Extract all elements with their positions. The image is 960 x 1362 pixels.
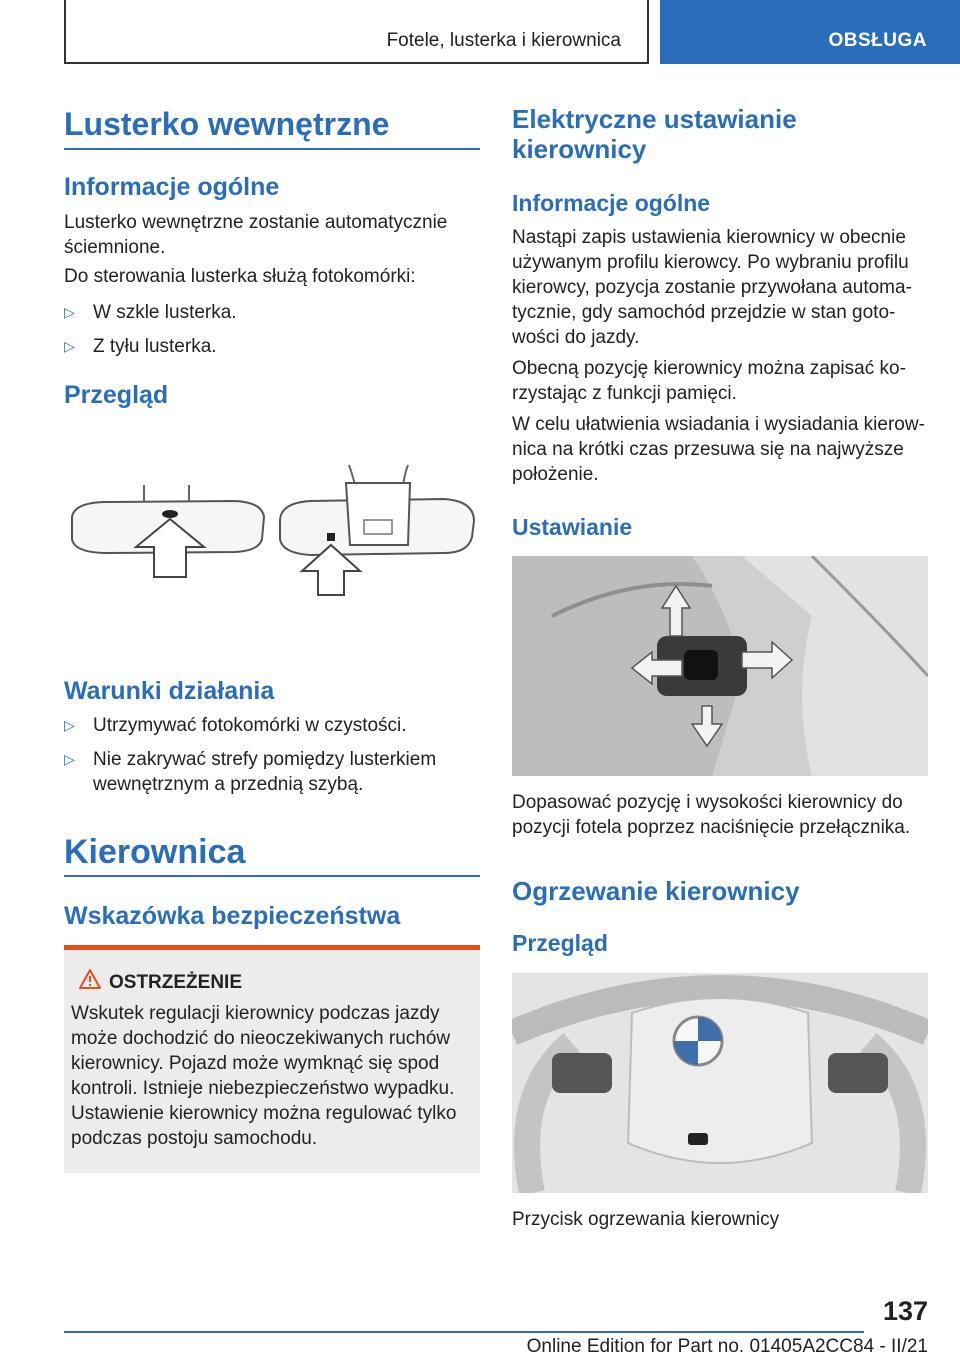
steering-wheel-photo [512, 973, 928, 1193]
heading-electric: Elektryczne ustawianie kierownicy [512, 104, 797, 164]
paragraph-profile: Nastąpi zapis ustawienia kierownicy w obecnie używanym profilu kierowcy. Po wybraniu profilu kierowcy, pozycja zostanie przywołana automatycznie, gdy samochód przejdzie w stan gotowości do jazdy. [512, 227, 912, 348]
heading-safety: Wskazówka bezpieczeństwa [64, 902, 401, 930]
warning-text: Wskutek regulacji kierownicy podczas jazdy może dochodzić do nieoczekiwanych ruchów kierownicy. Pojazd może wymknąć się spod kontroli. Istnieje niebezpieczeństwo wypadku. Ustawienie kierownicy można regulować tylko podczas postoju samochodu. [71, 1003, 457, 1149]
warning-title: OSTRZEŻENIE [109, 972, 243, 993]
section-title: Fotele, lusterka i kierownica [386, 30, 621, 51]
heading-heating: Ogrzewanie kierownicy [512, 876, 800, 906]
warning-triangle-icon [78, 968, 102, 990]
bullet-triangle-icon: ▷ [64, 751, 75, 767]
heading-conditions: Warunki działania [64, 677, 275, 705]
paragraph-entry: W celu ułatwienia wsiadania i wysiadania kierownica na krótki czas przesuwa się na najwyższe położenie. [512, 414, 925, 485]
warning-box [64, 945, 480, 1173]
steering-wheel-image [512, 973, 928, 1193]
page-number: 137 [882, 1296, 928, 1326]
bullet-triangle-icon: ▷ [64, 717, 75, 733]
bullet-triangle-icon: ▷ [64, 338, 75, 354]
heading-overview-left: Przegląd [64, 381, 169, 409]
heading-general-left: Informacje ogólne [64, 173, 280, 201]
heading-setting: Ustawianie [512, 514, 633, 540]
edition-text: Online Edition for Part no. 01405A2CC84 - II/21 [526, 1336, 928, 1357]
caption-heating: Przycisk ogrzewania kierownicy [512, 1209, 780, 1230]
mirror-illustration [64, 455, 480, 635]
heading-mirror: Lusterko wewnętrzne [64, 106, 390, 142]
warning-bar [64, 945, 480, 950]
running-header [64, 0, 649, 64]
chapter-tab-label: OBSŁUGA [828, 30, 927, 51]
paragraph-memory: Obecną pozycję kierownicy można zapisać korzystając z funkcji pamięci. [512, 358, 906, 404]
heading-wheel: Kierownica [64, 833, 246, 871]
heading-rule [64, 148, 480, 150]
chapter-tab [660, 0, 960, 64]
paragraph-photocells: Do sterowania lusterka służą fotokomórki: [64, 266, 416, 287]
paragraph-mirror-dim: Lusterko wewnętrzne zostanie automatycznie ściemnione. [64, 212, 448, 258]
steering-column-image [512, 556, 928, 776]
heading-rule [64, 875, 480, 877]
caption-adjust: Dopasować pozycję i wysokości kierownicy do pozycji fotela poprzez naciśnięcie przełącznika. [512, 792, 911, 838]
bullet-triangle-icon: ▷ [64, 304, 75, 320]
heading-overview-right: Przegląd [512, 930, 608, 956]
steering-adjust-photo [512, 556, 928, 776]
heading-general-right: Informacje ogólne [512, 190, 711, 216]
footer-rule [64, 1331, 864, 1333]
